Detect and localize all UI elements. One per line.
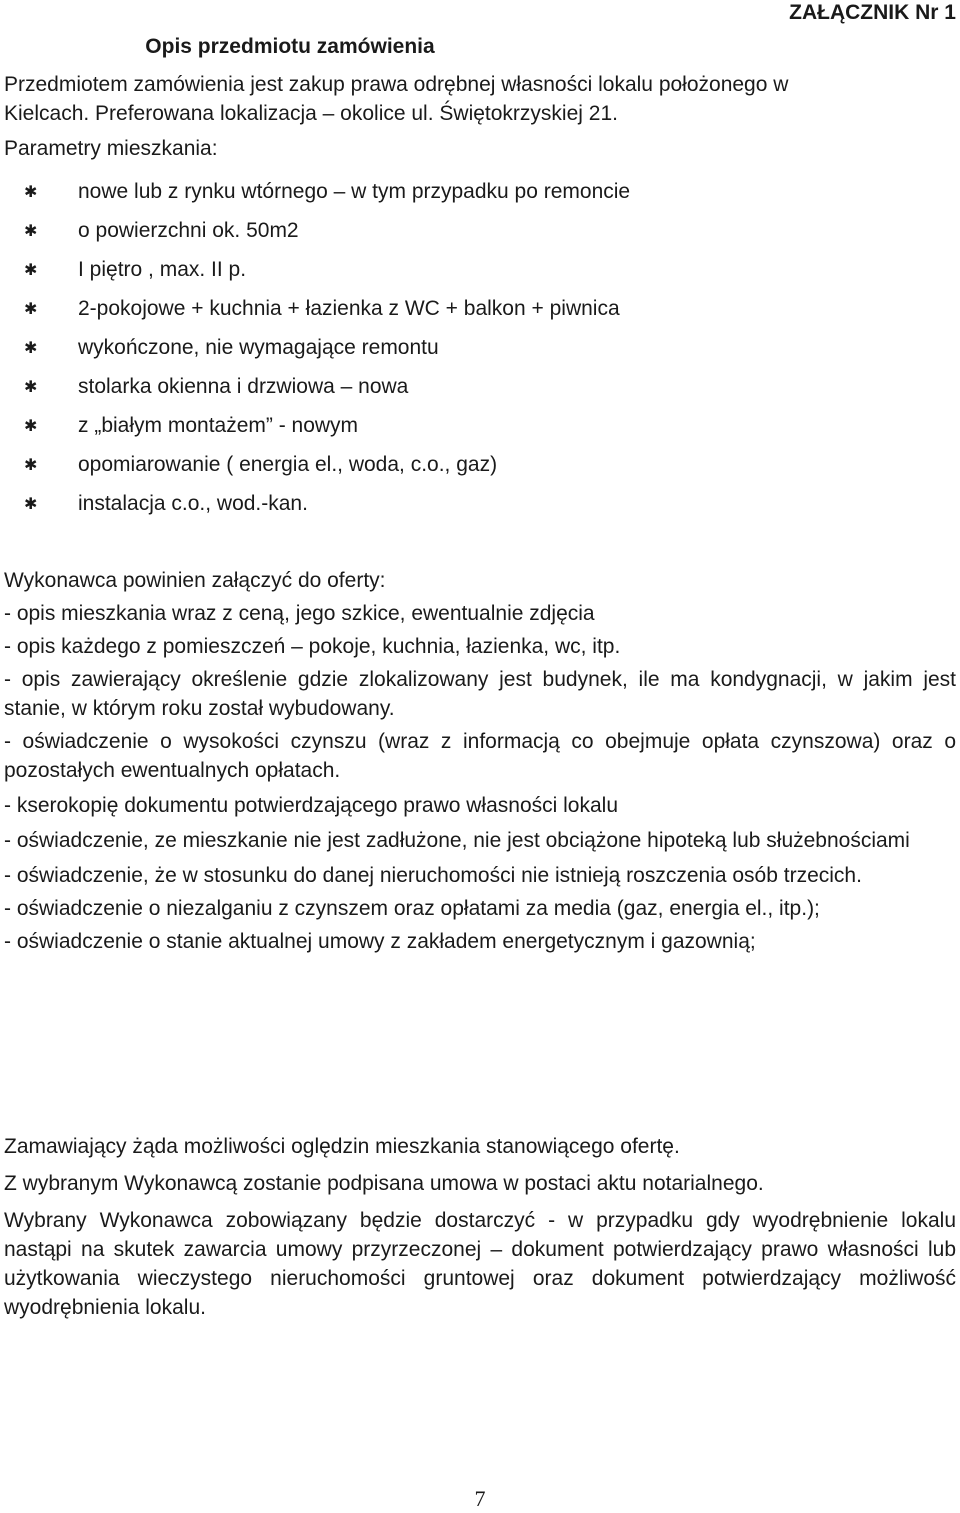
list-item: ✱ o powierzchni ok. 50m2: [4, 211, 956, 250]
page-number: 7: [474, 1486, 486, 1511]
list-item: ✱ I piętro , max. II p.: [4, 250, 956, 289]
asterisk-bullet-icon: ✱: [24, 221, 38, 240]
closing-section: [4, 1132, 956, 1322]
parameters-list: [4, 172, 956, 523]
attachment-item: - oświadczenie, że w stosunku do danej nieruchomości nie istnieją roszczenia osób trzecich.: [4, 864, 862, 887]
attachment-item: - opis każdego z pomieszczeń – pokoje, kuchnia, łazienka, wc, itp.: [4, 635, 621, 658]
document-title: Opis przedmiotu zamówienia: [145, 35, 435, 58]
intro-line-2: Kielcach. Preferowana lokalizacja – okolice ul. Świętokrzyskiej 21.: [4, 102, 618, 125]
closing-paragraph: Z wybranym Wykonawcą zostanie podpisana umowa w postaci aktu notarialnego.: [4, 1172, 764, 1195]
attachments-heading: Wykonawca powinien załączyć do oferty:: [4, 569, 386, 592]
attachment-item: - opis zawierający określenie gdzie zlokalizowany jest budynek, ile ma kondygnacji, w jakim jest stanie, w którym roku został wybudowany.: [4, 668, 956, 720]
asterisk-bullet-icon: ✱: [24, 494, 38, 513]
attachment-item: - oświadczenie o wysokości czynszu (wraz z informacją co obejmuje opłata czynszowa) oraz o pozostałych ewentualnych opłatach.: [4, 730, 956, 782]
closing-paragraph: Zamawiający żąda możliwości oględzin mieszkania stanowiącego ofertę.: [4, 1135, 680, 1158]
closing-paragraph: Wybrany Wykonawca zobowiązany będzie dostarczyć - w przypadku gdy wyodrębnienie lokalu nastąpi na skutek zawarcia umowy przyrzeczonej – dokument potwierdzający prawo własności lub użytkowania wieczystego nieruchomości gruntowej oraz dokument potwierdzający możliwość wyodrębnienia lokalu.: [4, 1209, 956, 1319]
asterisk-bullet-icon: ✱: [24, 455, 38, 474]
asterisk-bullet-icon: ✱: [24, 260, 38, 279]
list-item: ✱ wykończone, nie wymagające remontu: [4, 328, 956, 367]
list-item: ✱ nowe lub z rynku wtórnego – w tym przypadku po remoncie: [4, 172, 956, 211]
list-item: ✱ opomiarowanie ( energia el., woda, c.o., gaz): [4, 445, 956, 484]
attachment-item: - oświadczenie o stanie aktualnej umowy z zakładem energetycznym i gazownią;: [4, 930, 756, 953]
list-item: ✱ instalacja c.o., wod.-kan.: [4, 484, 956, 523]
attachment-item: - oświadczenie, ze mieszkanie nie jest zadłużone, nie jest obciążone hipoteką lub służebnościami: [4, 829, 910, 852]
attachment-item: - oświadczenie o niezalganiu z czynszem oraz opłatami za media (gaz, energia el., itp.);: [4, 897, 820, 920]
parameters-section: [4, 172, 956, 523]
asterisk-bullet-icon: ✱: [24, 299, 38, 318]
list-item: ✱ stolarka okienna i drzwiowa – nowa: [4, 367, 956, 406]
parameters-label: Parametry mieszkania:: [4, 137, 218, 160]
list-item: ✱ 2-pokojowe + kuchnia + łazienka z WC + balkon + piwnica: [4, 289, 956, 328]
asterisk-bullet-icon: ✱: [24, 182, 38, 201]
list-item: ✱ z „białym montażem” - nowym: [4, 406, 956, 445]
attachments-section: [4, 566, 956, 956]
intro-line-1: Przedmiotem zamówienia jest zakup prawa odrębnej własności lokalu położonego w: [4, 73, 789, 96]
annex-label: ZAŁĄCZNIK Nr 1: [789, 1, 956, 24]
attachment-item: - opis mieszkania wraz z ceną, jego szkice, ewentualnie zdjęcia: [4, 602, 595, 625]
asterisk-bullet-icon: ✱: [24, 416, 38, 435]
intro-section: [4, 70, 956, 163]
attachment-item: - kserokopię dokumentu potwierdzającego prawo własności lokalu: [4, 794, 618, 817]
asterisk-bullet-icon: ✱: [24, 338, 38, 357]
asterisk-bullet-icon: ✱: [24, 377, 38, 396]
